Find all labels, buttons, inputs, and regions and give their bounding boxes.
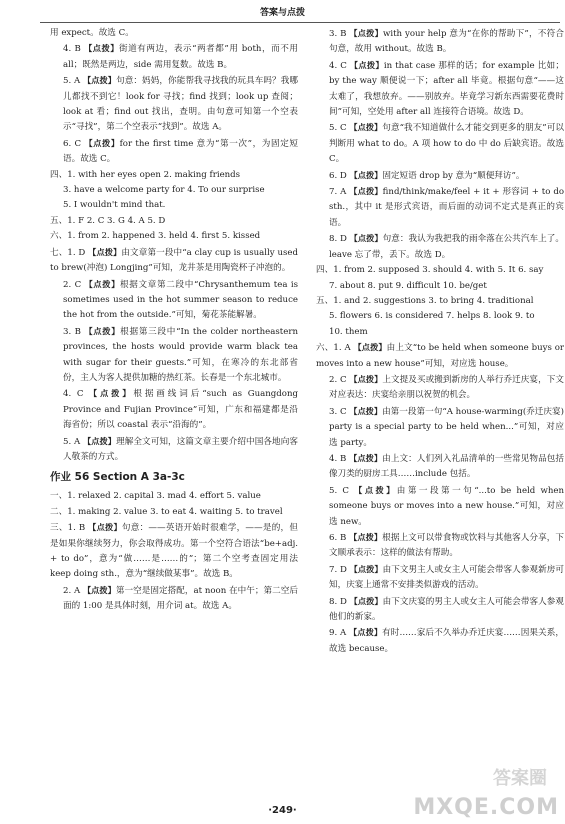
hint-marker: 【点拨】 <box>349 186 383 197</box>
answer-line: 五、1. and 2. suggestions 3. to bring 4. traditional <box>316 295 534 306</box>
answer-line: 4. B 【点拨】街道有两边，表示“两者都”用 both，而不用 all；既然是两边，side 需用复数。故选 B。 <box>63 43 298 70</box>
answer-line: 六、1. A 【点拨】由上文“to be held when someone buys or moves into a new house”可知，对应选 house。 <box>316 342 564 369</box>
answer-line: 4. B 【点拨】由上文：人们列入礼品清单的一些常见物品包括像刀类的厨房工具……include 包括。 <box>329 452 564 480</box>
answer-line: 6. B 【点拨】根据上文可以带食物或饮料与其他客人分享，下文顺承表示：这样的做法有帮助。 <box>329 532 564 559</box>
answer-line: 四、1. from 2. supposed 3. should 4. with 5. It 6. say <box>316 265 544 276</box>
hint-marker: 【点拨】 <box>88 246 122 257</box>
hint-marker: 【点拨】 <box>84 43 119 54</box>
answer-line: 7. D 【点拨】由下文男主人或女主人可能会带客人参观新房可知，庆宴上通常不安排类似游戏的活动。 <box>329 563 564 591</box>
answer-line: 8. D 【点拨】由下文庆宴的男主人或女主人可能会带客人参观他们的新家。 <box>329 595 564 623</box>
answer-line: 5. A 【点拨】理解全文可知，这篇文章主要介绍中国各地向客人敬茶的方式。 <box>63 435 298 462</box>
answer-line: 8. D 【点拨】句意：我认为我把我的雨伞落在公共汽车上了。leave 忘了带，丢下。故选 D。 <box>329 233 564 260</box>
answer-line: 4. C 【点拨】根据画线词后“such as Guangdong Province and Fujian Province”可知，广东和福建都是沿海省份；所以 coastal 表示“沿海的”。 <box>63 388 298 431</box>
hint-marker: 【点拨】 <box>88 522 122 533</box>
hint-marker: 【点拨】 <box>84 325 121 336</box>
answer-line: 6. C 【点拨】for the first time 意为“第一次”，为固定短语。故选 C。 <box>63 137 298 165</box>
hint-marker: 【点拨】 <box>89 388 134 399</box>
hint-marker: 【点拨】 <box>349 627 383 638</box>
answer-line: 10. them <box>329 326 368 337</box>
answer-line: 3. C 【点拨】由第一段第一句“A house-warming(乔迁庆宴) party is a special party to be held when...”可知，对应选 party。 <box>329 405 564 448</box>
header-rule <box>40 22 560 23</box>
hint-marker: 【点拨】 <box>82 584 116 595</box>
answer-line: 六、1. from 2. happened 3. held 4. first 5. kissed <box>50 231 261 242</box>
answer-line: 5. C 【点拨】由第一段第一句“...to be held when someone buys or moves into a new house.”可知，对应选 new。 <box>329 484 564 527</box>
answer-line: 一、1. relaxed 2. capital 3. mad 4. effort 5. value <box>50 491 261 502</box>
answer-line: 7. about 8. put 9. difficult 10. be/get <box>329 280 487 291</box>
answer-line: 用 expect。故选 C。 <box>50 28 134 38</box>
hint-marker: 【点拨】 <box>349 405 383 416</box>
hint-marker: 【点拨】 <box>83 75 117 86</box>
hint-marker: 【点拨】 <box>349 169 383 180</box>
hint-marker: 【点拨】 <box>349 373 383 384</box>
answer-line: 5. I wouldn't mind that. <box>63 200 166 211</box>
hint-marker: 【点拨】 <box>354 484 397 495</box>
answer-line: 四、1. with her eyes open 2. making friends <box>50 169 241 180</box>
page-header: 答案与点拨 <box>259 8 305 18</box>
answer-line: 4. C 【点拨】in that case 那样的话；for example 比如；by the way 顺便说一下；after all 毕竟。根据句意“——这太难了，我想放弃。——别放弃。毕竟学习新东西需要花费时间”可知，空处用 after all 连接符合语境。故选 D。 <box>329 59 564 118</box>
hint-marker: 【点拨】 <box>349 532 383 542</box>
hint-marker: 【点拨】 <box>349 59 384 70</box>
page-number: ·249· <box>268 805 297 816</box>
section-heading: 作业 56 Section A 3a-3c <box>50 471 185 484</box>
hint-marker: 【点拨】 <box>83 435 117 446</box>
answer-line: 5. flowers 6. is considered 7. helps 8. look 9. to <box>329 311 535 322</box>
watermark-logo: MXQE.COM <box>413 795 559 820</box>
hint-marker: 【点拨】 <box>349 452 383 463</box>
hint-marker: 【点拨】 <box>349 122 383 133</box>
answer-line: 七、1. D 【点拨】由文章第一段中“a clay cup is usually used to brew(冲泡) Longjing”可知，龙井茶是用陶瓷杯子冲泡的。 <box>50 246 298 274</box>
watermark-cn: 答案圈 <box>493 768 547 789</box>
hint-marker: 【点拨】 <box>349 233 383 244</box>
answer-line: 9. A 【点拨】有时……家后不久举办乔迁庆宴……因果关系，故选 because。 <box>329 627 564 654</box>
answer-line: 2. C 【点拨】根据文章第二段中“Chrysanthemum tea is sometimes used in the hot summer season to reduce the hot from the outside.”可知，菊花茶能解暑。 <box>63 278 298 321</box>
answer-line: 7. A 【点拨】find/think/make/feel + it + 形容词 + to do sth.，其中 it 是形式宾语，而后面的动词不定式是真正的宾语。 <box>329 186 564 228</box>
answer-line: 三、1. B 【点拨】句意：——英语开始时很难学，——是的，但是如果你继续努力，你会取得成功。第一个空符合语法“be+adj. + to do”，意为“做……是……的”；第二个空考查固定用法 keep doing sth.，意为“继续做某事”。故选 B。 <box>50 522 298 580</box>
answer-line: 5. C 【点拨】句意“我不知道做什么才能交到更多的朋友”可以判断用 what to do。A 项 how to do 中 do 后缺宾语。故选 C。 <box>329 122 564 165</box>
answer-line: 6. D 【点拨】固定短语 drop by 意为“顺便拜访”。 <box>329 169 525 181</box>
answer-line: 5. A 【点拨】句意：妈妈，你能帮我寻找我的玩具车吗？我哪儿都找不到它！look for 寻找；find 找到；look up 查阅；look at 看；find out 找出，查明。由句意可知第一个空表示“寻找”，第二个空表示“找到”。故选 A。 <box>63 75 298 133</box>
answer-line: 2. C 【点拨】上文提及买或搬到新房的人举行乔迁庆宴，下文对应表达：庆宴给亲朋以祝贺的机会。 <box>329 373 564 401</box>
left-column <box>50 26 298 615</box>
hint-marker: 【点拨】 <box>349 595 383 606</box>
answer-line: 3. B 【点拨】根据第三段中“In the colder northeastern provinces, the hosts would provide warm black tea with sugar for their guests.”可知，在寒冷的东北部省份，主人为客人提供加糖的热红茶。长春是一个东北城市。 <box>63 325 298 383</box>
answer-line: 二、1. making 2. value 3. to eat 4. waiting 5. to travel <box>50 506 283 517</box>
hint-marker: 【点拨】 <box>349 563 383 574</box>
answer-line: 五、1. F 2. C 3. G 4. A 5. D <box>50 215 166 226</box>
answer-line: 3. B 【点拨】with your help 意为“在你的帮助下”，不符合句意，故用 without。故选 B。 <box>329 28 564 55</box>
hint-marker: 【点拨】 <box>84 278 120 289</box>
answer-line: 3. have a welcome party for 4. To our surprise <box>63 185 265 196</box>
hint-marker: 【点拨】 <box>84 137 120 148</box>
answer-line: 2. A 【点拨】第一空是固定搭配，at noon 在中午；第二空后面的 1:00 是具体时刻，用介词 at。故选 A。 <box>63 584 298 612</box>
hint-marker: 【点拨】 <box>353 342 387 353</box>
right-column <box>316 26 564 657</box>
hint-marker: 【点拨】 <box>349 28 383 38</box>
